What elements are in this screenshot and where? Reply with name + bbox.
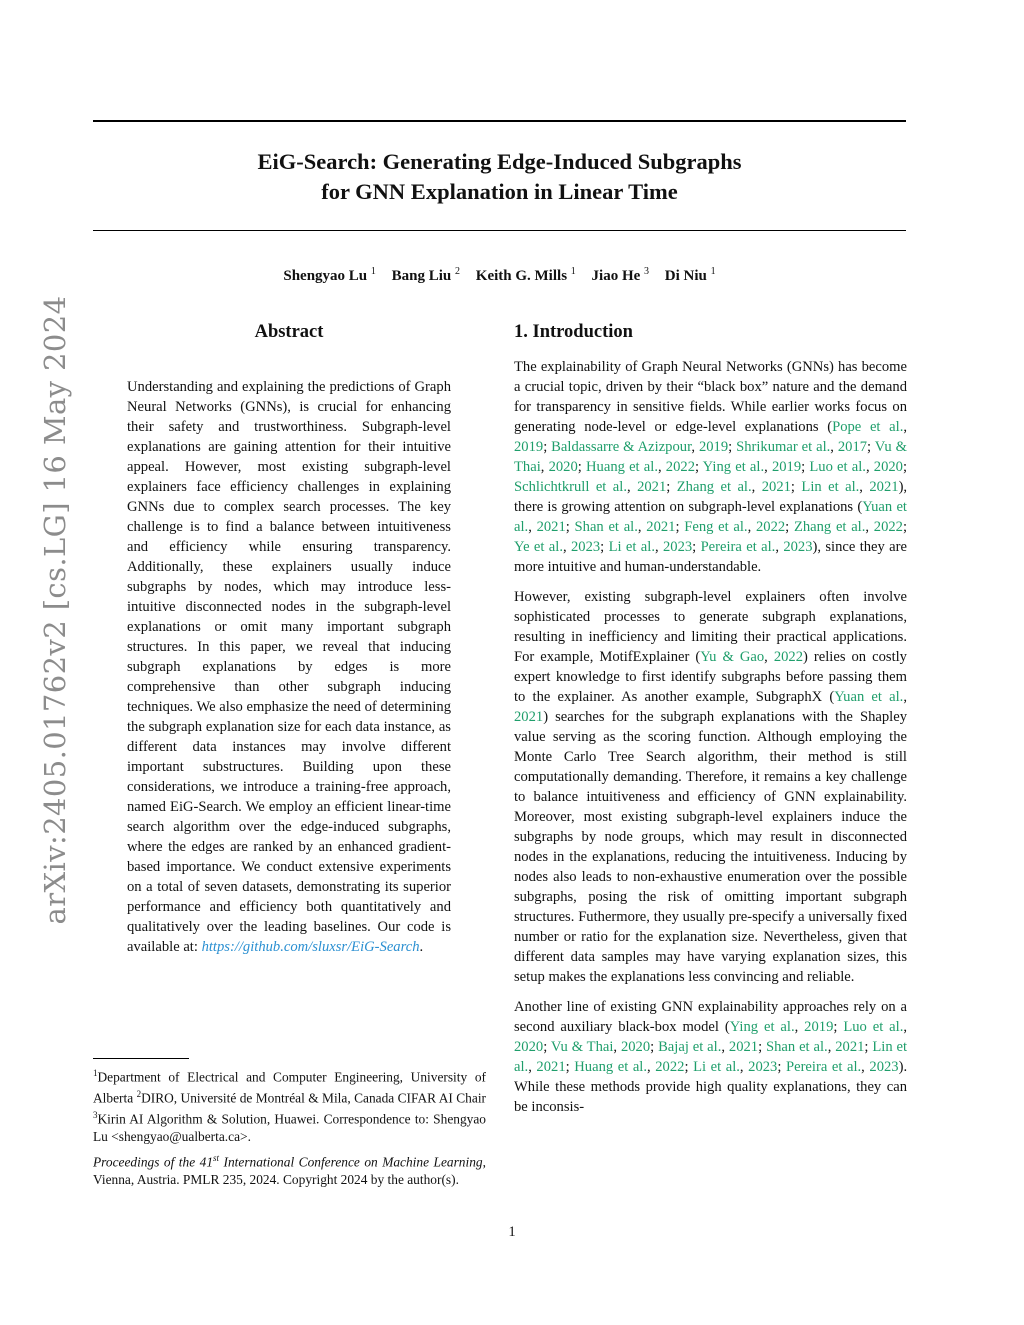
citation-link[interactable]: Vu & Thai (514, 439, 907, 475)
citation-link[interactable]: 2021 (637, 479, 667, 495)
citation-link[interactable]: Huang et al. (574, 1059, 648, 1075)
citation-link[interactable]: Luo et al. (809, 459, 866, 475)
paper-title-line-2: for GNN Explanation in Linear Time (321, 179, 678, 204)
intro-paragraph-2: However, existing subgraph-level explainers often involve sophisticated processes to generate subgraph explanations, resulting in inefficiency and limiting their practical applications. For example, MotifExplainer (Yu & Gao, 2022) relies on costly expert knowledge to first identify subgraphs before passing them to the explainer. As another example, SubgraphX (Yuan et al., 2021) searches for the subgraph explanations with the Shapley value serving as the scoring function. Although employing the Monte Carlo Tree Search algorithm, their method is still computationally demanding. Therefore, it remains a key challenge to balance intuitiveness and efficiency of GNN explainability. Moreover, most existing subgraph-level explainers induce the subgraphs by node groups, which may result in disconnected nodes in the explanations, reducing the intuitiveness. Inducing by nodes also leads to non-exhaustive enumeration over the possible subgraphs, posing the risk of omitting important subgraph structures. Futhermore, they usually pre-specify a universally fixed number or ratio for the explanation size. Nevertheless, given that different data samples may have varying explanation sizes, this setup makes the explanations less convincing and reliable. (514, 589, 907, 985)
paper-title-line-1: EiG-Search: Generating Edge-Induced Subgraphs (257, 149, 742, 174)
title-bottom-rule (93, 230, 906, 231)
citation-link[interactable]: 2020 (514, 1039, 544, 1055)
citation-link[interactable]: Li et al. (608, 539, 655, 555)
citation-link[interactable]: Feng et al. (684, 519, 748, 535)
intro-paragraph-3: Another line of existing GNN explainability approaches rely on a second auxiliary black-box model (Ying et al., 2019; Luo et al., 2020; Vu & Thai, 2020; Bajaj et al., 2021; Shan et al., 2021; Lin et al., 2021; Huang et al., 2022; Li et al., 2023; Pereira et al., 2023). While these methods provide high quality explanations, they can be inconsis- (514, 999, 908, 1115)
citation-link[interactable]: Pope et al. (832, 419, 904, 435)
citation-link[interactable]: Bajaj et al. (658, 1039, 722, 1055)
abstract-text: Understanding and explaining the predictions of Graph Neural Networks (GNNs), is crucial for enhancing their safety and trustworthiness. Subgraph-level explanations are gaining attention for their intuitive appeal. However, most existing subgraph-level explainers face efficiency challenges in explaining GNNs due to complex search processes. The key challenge is to find a balance between intuitiveness and efficiency while ensuring transparency. Additionally, these explainers usually induce subgraphs by nodes, which may introduce less-intuitive disconnected nodes in the subgraph-level explanations or omit many important subgraph structures. In this paper, we reveal that inducing subgraph explanations by edges is more comprehensive than other subgraph inducing techniques. We also emphasize the need of determining the subgraph explanation size for each data instance, as different data instances may involve different important substructures. Building upon these considerations, we introduce a training-free approach, named EiG-Search. We employ an efficient linear-time search algorithm over the edge-induced subgraphs, where the edges are ranked by an enhanced gradient-based importance. We conduct extensive experiments on a total of seven datasets, demonstrating its superior performance and efficiency both quantitatively and qualitatively over the leading baselines. Our code is available at: (127, 379, 451, 955)
citation-link[interactable]: 2021 (514, 709, 544, 725)
citation-link[interactable]: 2023 (783, 539, 813, 555)
intro-paragraph-1: The explainability of Graph Neural Networks (GNNs) has become a crucial topic, driven by their “black box” nature and the demand for transparency in sensitive fields. While earlier works focus on generating node-level or edge-level explanations (Pope et al., 2019; Baldassarre & Azizpour, 2019; Shrikumar et al., 2017; Vu & Thai, 2020; Huang et al., 2022; Ying et al., 2019; Luo et al., 2020; Schlichtkrull et al., 2021; Zhang et al., 2021; Lin et al., 2021), there is growing attention on subgraph-level explanations (Yuan et al., 2021; Shan et al., 2021; Feng et al., 2022; Zhang et al., 2022; Ye et al., 2023; Li et al., 2023; Pereira et al., 2023), since they are more intuitive and human-understandable. (514, 359, 908, 575)
citation-link[interactable]: 2022 (873, 519, 903, 535)
introduction-body (514, 357, 907, 1127)
citation-link[interactable]: 2023 (748, 1059, 778, 1075)
citation-link[interactable]: Yuan et al. (834, 689, 904, 705)
author: Di Niu $^1$ (664, 266, 716, 284)
citation-link[interactable]: 2023 (662, 539, 693, 555)
citation-link[interactable]: 2019 (514, 439, 544, 455)
citation-link[interactable]: Shan et al. (766, 1039, 828, 1055)
citation-link[interactable]: Luo et al. (843, 1019, 904, 1035)
citation-link[interactable]: 2020 (873, 459, 903, 475)
author: Shengyao Lu $^1$ (283, 266, 376, 284)
citation-link[interactable]: 2021 (728, 1039, 759, 1055)
abstract-body: Understanding and explaining the predictions of Graph Neural Networks (GNNs), is crucial for enhancing their safety and trustworthiness. Subgraph-level explanations are gaining attention for their intuitive appeal. However, most existing subgraph-level explainers face efficiency challenges in explaining GNNs due to complex search processes. The key challenge is to find a balance between intuitiveness and efficiency while ensuring transparency. Additionally, these explainers usually induce subgraphs by nodes, which may introduce less-intuitive disconnected nodes in the subgraph-level explanations or omit many important subgraph structures. In this paper, we reveal that inducing subgraph explanations by edges is more comprehensive than other subgraph inducing techniques. We also emphasize the need of determining the subgraph explanation size for each data instance, as different data instances may involve different important substructures. Building upon these considerations, we introduce a training-free approach, named EiG-Search. We employ an efficient linear-time search algorithm over the edge-induced subgraphs, where the edges are ranked by an enhanced gradient-based importance. We conduct extensive experiments on a total of seven datasets, demonstrating its superior performance and efficiency both quantitatively and qualitatively over the leading baselines. Our code is available at: https://github.com/sluxsr/EiG-Search. (127, 379, 451, 955)
citation-link[interactable]: 2021 (646, 519, 676, 535)
citation-link[interactable]: Shrikumar et al. (736, 439, 831, 455)
citation-link[interactable]: Lin et al. (514, 1039, 908, 1075)
author: Jiao He $^3$ (591, 266, 650, 284)
citation-link[interactable]: 2019 (698, 439, 729, 455)
citation-link[interactable]: 2019 (804, 1019, 834, 1035)
author: Keith G. Mills $^1$ (475, 266, 576, 284)
citation-link[interactable]: 2022 (773, 649, 804, 665)
arxiv-stamp-text: arXiv:2405.01762v2 [cs.LG] 16 May 2024 (38, 295, 72, 925)
citation-link[interactable]: 2021 (835, 1039, 865, 1055)
citation-link[interactable]: Yu & Gao (700, 649, 765, 665)
title-top-rule (93, 120, 906, 122)
citation-link[interactable]: Pereira et al. (785, 1059, 862, 1075)
citation-link[interactable]: Ye et al. (514, 539, 563, 555)
citation-link[interactable]: 2022 (665, 459, 695, 475)
introduction-heading: 1. Introduction (514, 322, 633, 342)
citation-link[interactable]: Huang et al. (586, 459, 658, 475)
footnote-proceedings: Proceedings of the 41st International Conference on Machine Learning, Vienna, Austria. PMLR 235, 2024. Copyright 2024 by the author(s). (93, 1153, 486, 1187)
footnote-affiliations: $^1$Department of Electrical and Computer Engineering, University of Alberta $^2$DIRO, Université de Montréal & Mila, Canada CIFAR AI Chair $^3$Kirin AI Algorithm & Solution, Huawei. Correspondence to: Shengyao Lu <shengyao@ualberta.ca>. (93, 1068, 486, 1144)
citation-link[interactable]: Ying et al. (729, 1019, 795, 1035)
citation-link[interactable]: 2019 (771, 459, 802, 475)
affiliation-marker: 2 (136, 1088, 142, 1099)
footnote-rule (93, 1058, 189, 1059)
citation-link[interactable]: Schlichtkrull et al. (514, 479, 627, 495)
citation-link[interactable]: Lin et al. (801, 479, 860, 495)
citation-link[interactable]: 2021 (761, 479, 791, 495)
citation-link[interactable]: 2022 (755, 519, 786, 535)
citation-link[interactable]: Vu & Thai (550, 1039, 614, 1055)
page-number: 1 (508, 1224, 516, 1240)
citation-link[interactable]: 2021 (536, 519, 566, 535)
citation-link[interactable]: 2023 (570, 539, 601, 555)
affiliation-marker: 1 (93, 1068, 98, 1078)
author-list (93, 266, 906, 285)
citation-link[interactable]: 2020 (620, 1039, 651, 1055)
citation-link[interactable]: Li et al. (693, 1059, 740, 1075)
citation-link[interactable]: 2023 (869, 1059, 899, 1075)
citation-link[interactable]: Zhang et al. (676, 479, 752, 495)
citation-link[interactable]: Yuan et al. (514, 499, 907, 535)
citation-link[interactable]: 2021 (536, 1059, 566, 1075)
code-link[interactable]: https://github.com/sluxsr/EiG-Search (201, 939, 420, 955)
citation-link[interactable]: Baldassarre & Azizpour (551, 439, 692, 455)
citation-link[interactable]: 2020 (548, 459, 578, 475)
citation-link[interactable]: Pereira et al. (700, 539, 776, 555)
citation-link[interactable]: 2021 (869, 479, 899, 495)
citation-link[interactable]: Ying et al. (702, 459, 765, 475)
citation-link[interactable]: 2022 (655, 1059, 685, 1075)
abstract-heading: Abstract (254, 322, 324, 342)
citation-link[interactable]: Shan et al. (574, 519, 638, 535)
citation-link[interactable]: 2017 (837, 439, 868, 455)
citation-link[interactable]: Zhang et al. (793, 519, 866, 535)
affiliation-marker: 3 (93, 1109, 98, 1120)
author: Bang Liu $^2$ (391, 266, 461, 284)
